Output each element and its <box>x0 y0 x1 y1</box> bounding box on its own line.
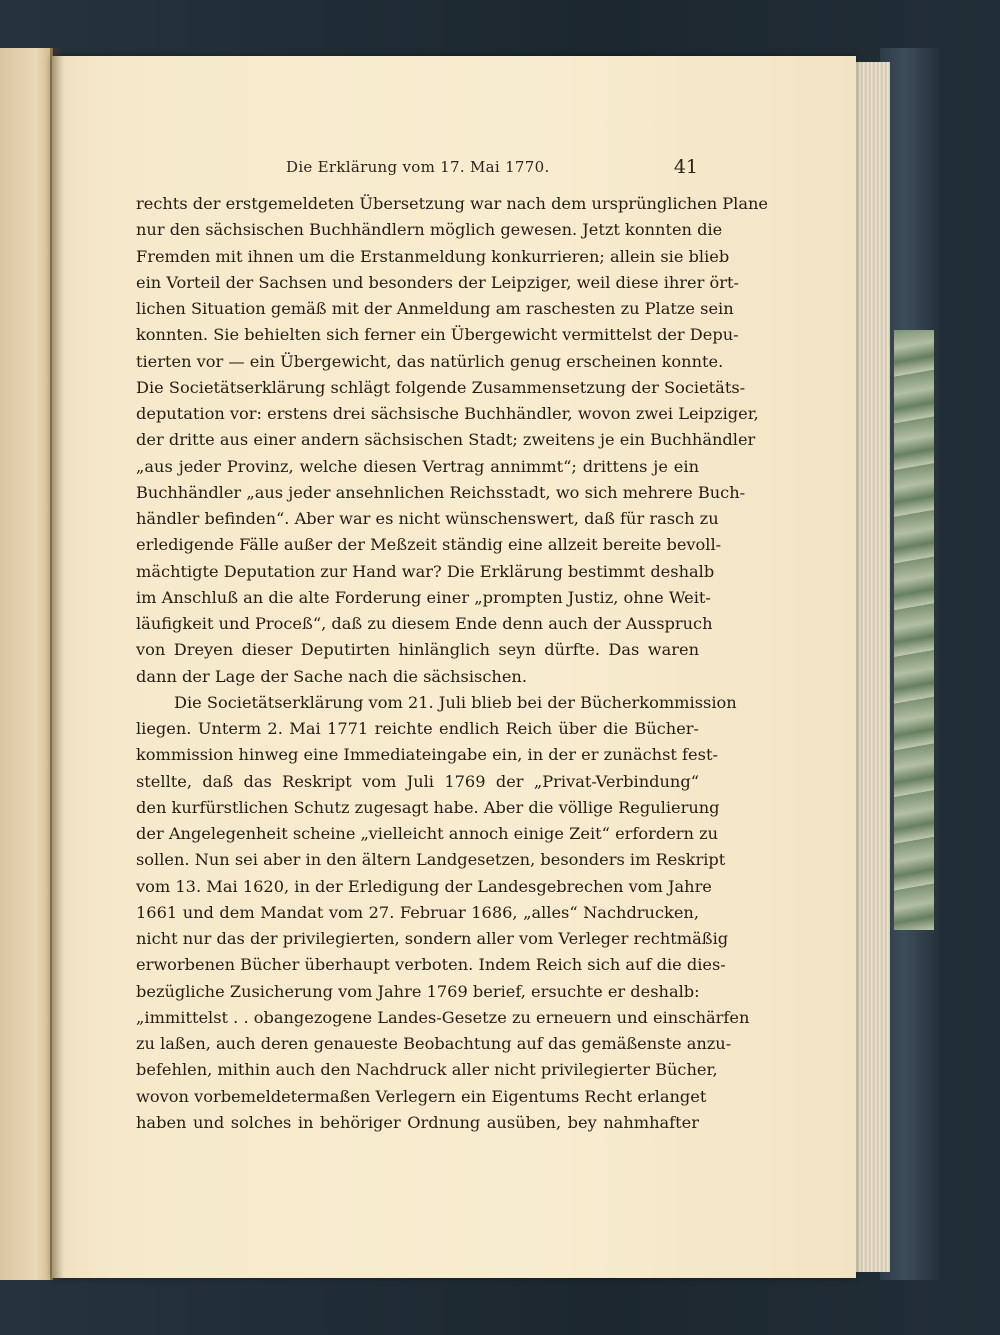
text-line: wovon vorbemeldetermaßen Verlegern ein Eigentums Recht erlanget <box>136 1086 707 1106</box>
text-line: vom 13. Mai 1620, in der Erledigung der Landesgebrechen vom Jahre <box>136 876 712 896</box>
text-line: tierten vor — ein Übergewicht, das natürlich genug erscheinen konnte. <box>136 351 724 371</box>
page-block-edges <box>852 62 890 1272</box>
text-line: erledigende Fälle außer der Meßzeit ständig eine allzeit bereite bevoll- <box>136 535 722 555</box>
text-line: Buchhändler „aus jeder ansehnlichen Reichsstadt, wo sich mehrere Buch- <box>136 482 746 502</box>
text-line: Die Societätserklärung vom 21. Juli blieb bei der Bücherkommission <box>174 692 737 712</box>
text-line: „immittelst . . obangezogene Landes-Gesetze zu erneuern und einschärfen <box>136 1007 750 1027</box>
text-line: lichen Situation gemäß mit der Anmeldung am raschesten zu Platze sein <box>136 299 734 318</box>
text-line: Fremden mit ihnen um die Erstanmeldung konkurrieren; allein sie blieb <box>136 246 730 266</box>
text-line: bezügliche Zusicherung vom Jahre 1769 berief, ersuchte er deshalb: <box>136 981 700 1001</box>
body-text <box>136 191 769 1136</box>
text-line: kommission hinweg eine Immediateingabe ein, in der er zunächst fest- <box>136 745 718 765</box>
running-header: Die Erklärung vom 17. Mai 1770. <box>286 158 550 176</box>
text-line: händler befinden“. Aber war es nicht wünschenswert, daß für rasch zu <box>136 509 719 528</box>
text-line: mächtigte Deputation zur Hand war? Die Erklärung bestimmt deshalb <box>136 561 715 581</box>
text-line: Die Societätserklärung schlägt folgende Zusammensetzung der Societäts- <box>136 377 746 397</box>
text-line: befehlen, mithin auch den Nachdruck aller nicht privilegierter Bücher, <box>136 1060 718 1080</box>
text-line: läufigkeit und Proceß“, daß zu diesem Ende denn auch der Ausspruch <box>136 614 713 633</box>
text-line: zu laßen, auch deren genaueste Beobachtung auf das gemäßenste anzu- <box>136 1034 732 1053</box>
text-line: von Dreyen dieser Deputirten hinlänglich seyn dürfte. Das waren <box>136 640 699 660</box>
gutter-shadow <box>50 48 64 1280</box>
text-line: 1661 und dem Mandat vom 27. Februar 1686, „alles“ Nachdrucken, <box>136 902 699 922</box>
text-line: konnten. Sie behielten sich ferner ein Übergewicht vermittelst der Depu- <box>136 325 739 345</box>
text-line: haben und solches in behöriger Ordnung ausüben, bey nahmhafter <box>136 1112 699 1132</box>
text-line: liegen. Unterm 2. Mai 1771 reichte endlich Reich über die Bücher- <box>136 719 699 738</box>
text-line: der dritte aus einer andern sächsischen Stadt; zweitens je ein Buchhändler <box>136 430 756 450</box>
page-number: 41 <box>673 156 698 178</box>
facing-page-edge <box>0 48 53 1280</box>
text-line: ein Vorteil der Sachsen und besonders der Leipziger, weil diese ihrer ört- <box>136 272 739 292</box>
text-line: im Anschluß an die alte Forderung einer „prompten Justiz, ohne Weit- <box>136 587 711 607</box>
text-line: nicht nur das der privilegierten, sondern aller vom Verleger rechtmäßig <box>136 929 729 948</box>
text-line: stellte, daß das Reskript vom Juli 1769 der „Privat-Verbindung“ <box>136 771 699 791</box>
text-line: dann der Lage der Sache nach die sächsischen. <box>136 666 527 686</box>
text-line: erworbenen Bücher überhaupt verboten. Indem Reich sich auf die dies- <box>136 955 726 975</box>
text-line: „aus jeder Provinz, welche diesen Vertrag annimmt“; drittens je ein <box>136 456 699 476</box>
text-line: der Angelegenheit scheine „vielleicht annoch einige Zeit“ erfordern zu <box>136 824 719 843</box>
text-line: sollen. Nun sei aber in den ältern Landgesetzen, besonders im Reskript <box>136 850 726 870</box>
text-line: rechts der erstgemeldeten Übersetzung war nach dem ursprünglichen Plane <box>136 194 769 213</box>
text-line: den kurfürstlichen Schutz zugesagt habe. Aber die völlige Regulierung <box>136 797 720 817</box>
text-line: nur den sächsischen Buchhändlern möglich gewesen. Jetzt konnten die <box>136 220 723 240</box>
marbled-cover-strip <box>894 330 934 930</box>
text-line: deputation vor: erstens drei sächsische Buchhändler, wovon zwei Leipziger, <box>136 404 759 423</box>
